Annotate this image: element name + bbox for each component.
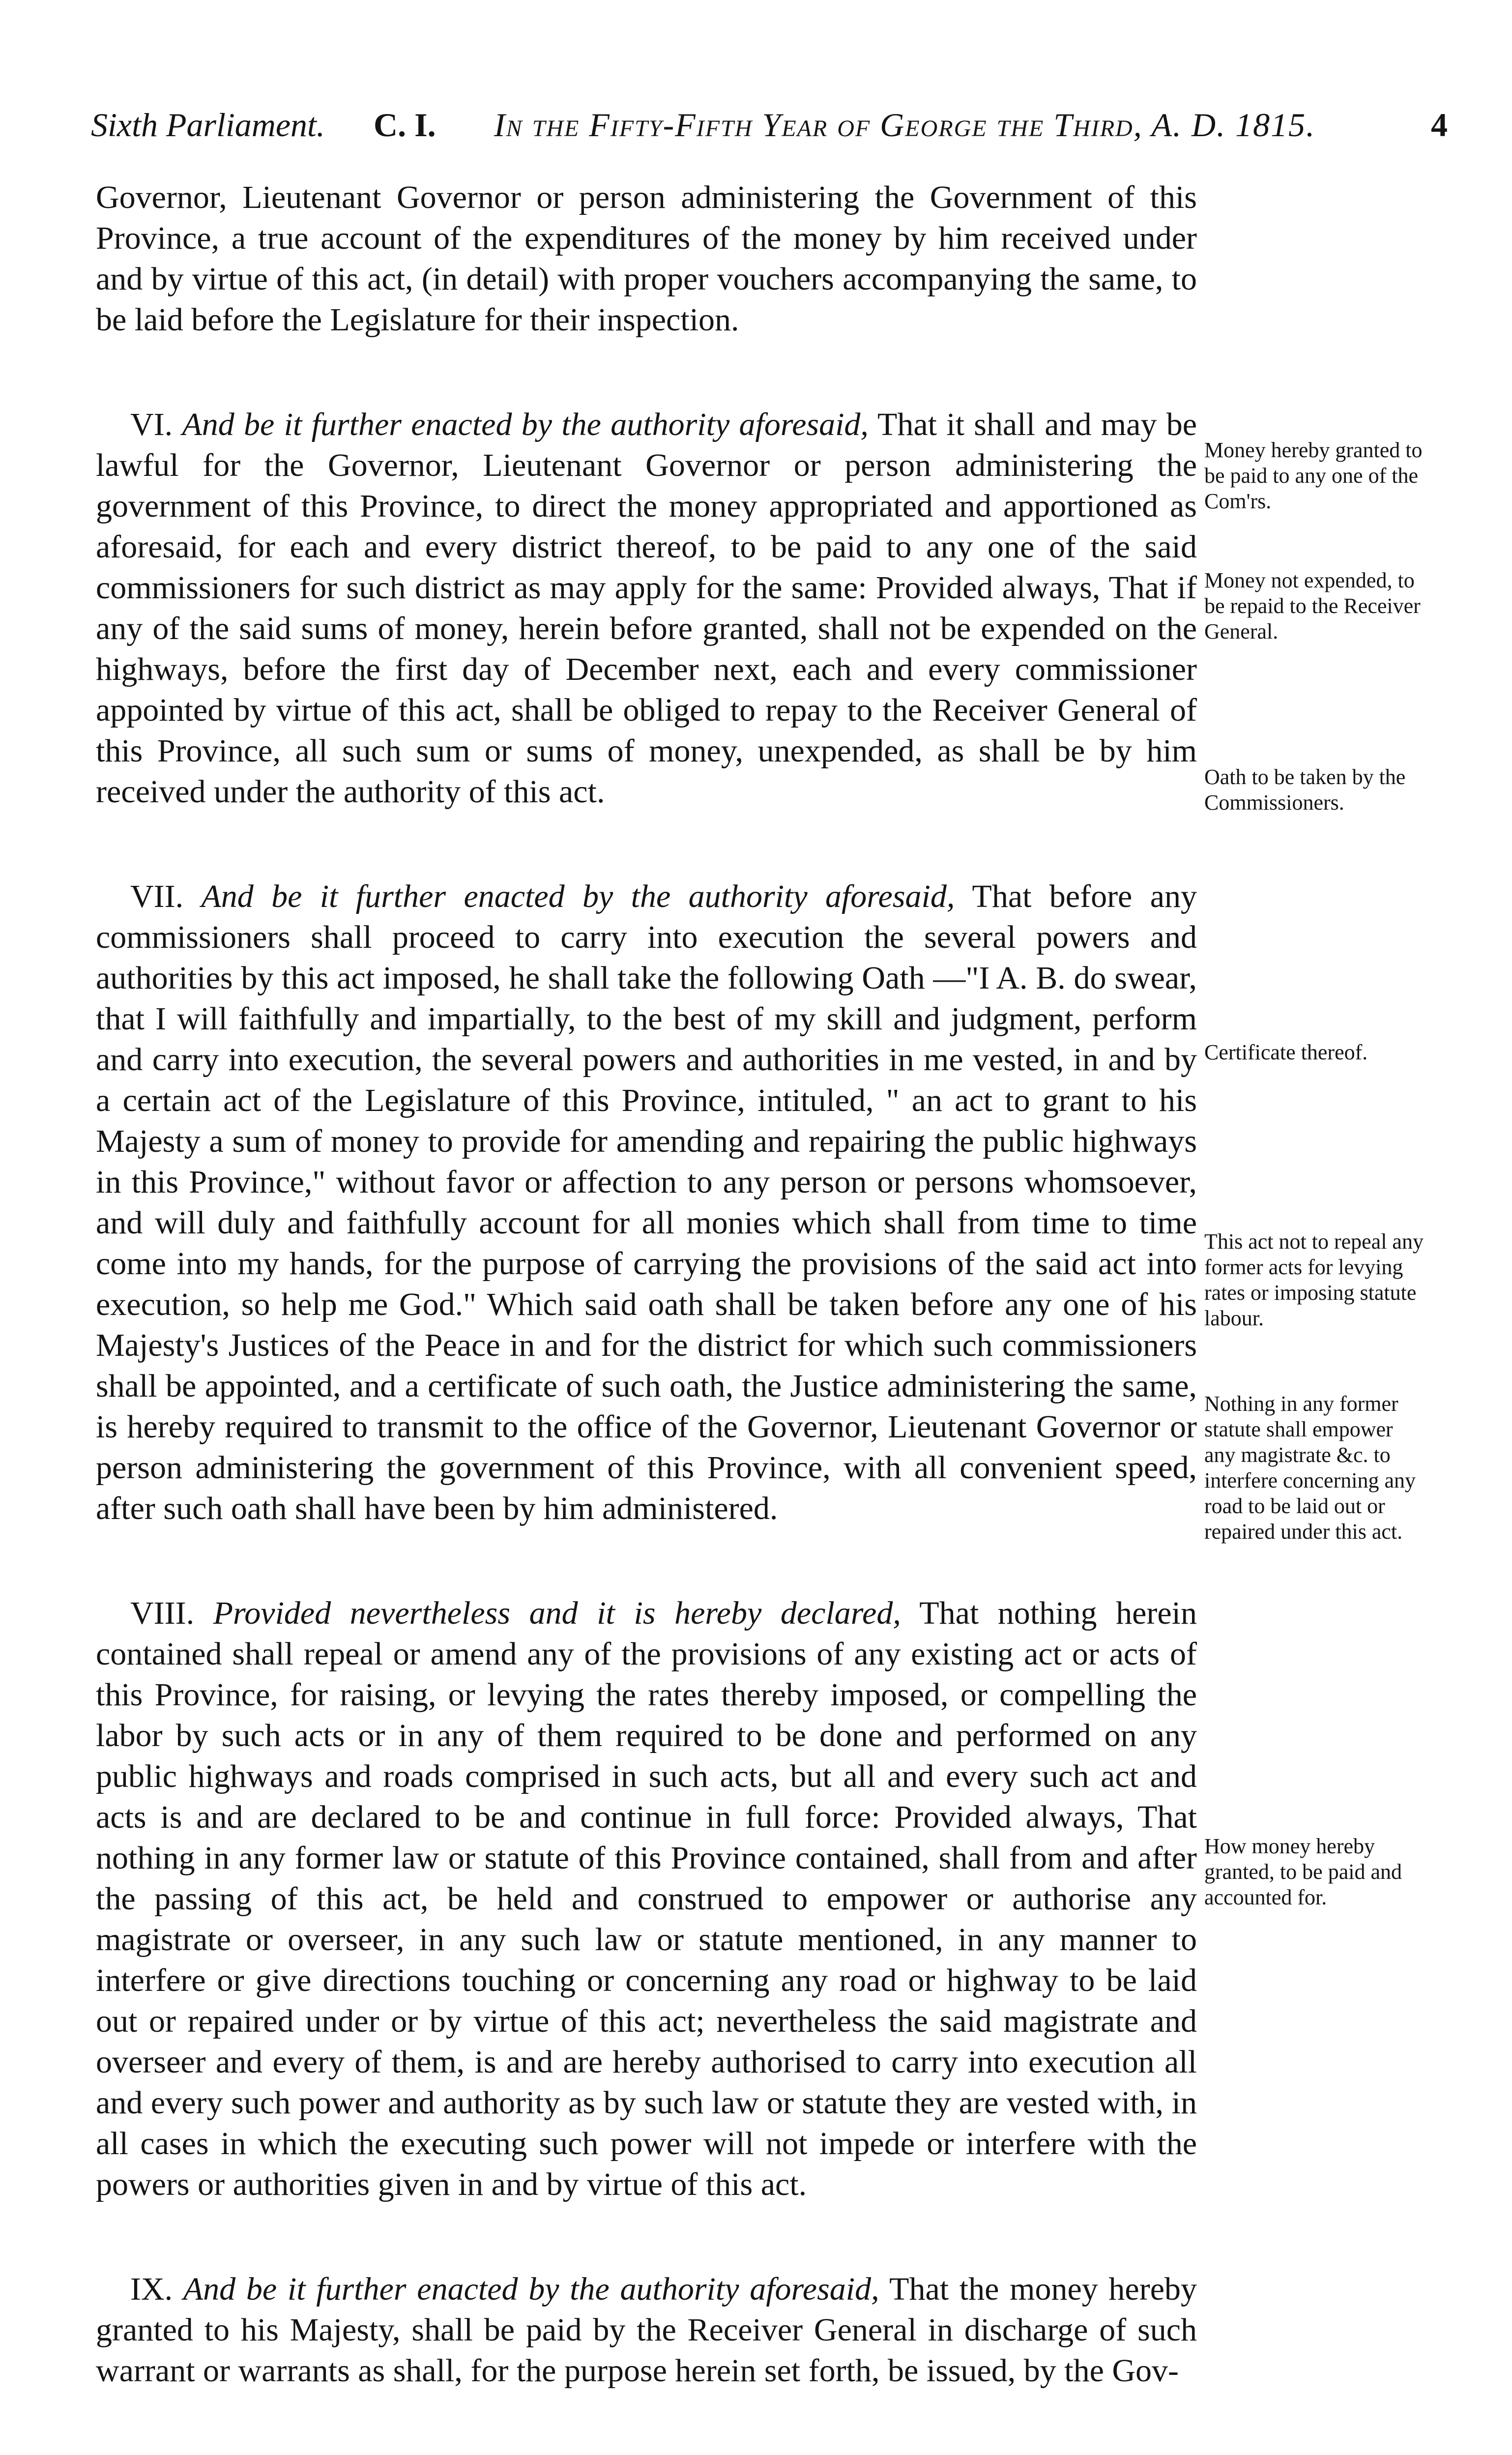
paragraph-text: That it shall and may be lawful for the Governor, Lieutenant Governor or person administering the government of this Province, to direct the money appropriated and apportioned as aforesaid, for each and every district thereof, to be paid to any one of the said commissioners for such district as may apply for the same: Provided always, That if any of the said sums of money, herein before granted, shall not be expended on the highways, before the first day of December next, each and every commissioner appointed by virtue of this act, shall be obliged to repay to the Receiver General of this Province, all such sum or sums of money, unexpended, as shall be by him received under the authority of this act. [96,407,1197,810]
margin-note: Money hereby granted to be paid to any one of the Com'rs. [1204,438,1423,513]
section-viii [96,1593,1197,2205]
margin-note: This act not to repeal any former acts for levying rates or imposing statute labour. [1204,1229,1424,1330]
enacting-clause: And be it further enacted by the authority aforesaid, [182,407,869,442]
margin-note: Oath to be taken by the Commissioners. [1204,765,1406,815]
section-number: VI. [130,407,173,442]
enacting-clause: And be it further enacted by the authority aforesaid, [183,2271,879,2307]
section-vi [96,404,1197,812]
header-chapter: C. I. [374,106,436,144]
page-number: 4 [1431,106,1448,144]
section-ix [96,2269,1197,2391]
paragraph-continued [96,177,1197,340]
enacting-clause: And be it further enacted by the authority aforesaid, [201,878,955,914]
paragraph-text: That nothing herein contained shall repeal or amend any of the provisions of any existing act or acts of this Province, for raising, or levying the rates thereby imposed, or compelling the labor by such acts or in any of them required to be done and performed on any public highways and roads comprised in such acts, but all and every such act and acts is and are declared to be and continue in full force: Provided always, That nothing in any former law or statute of this Province contained, shall from and after the passing of this act, be held and construed to empower or authorise any magistrate or overseer, in any such law or statute mentioned, in any manner to interfere or give directions touching or concerning any road or highway to be laid out or repaired under or by virtue of this act; nevertheless the said magistrate and overseer and every of them, is and are hereby authorised to carry into execution all and every such power and authority as by such law or statute they are vested with, in all cases in which the executing such power will not impede or interfere with the powers or authorities given in and by virtue of this act. [96,1595,1197,2202]
margin-note: How money hereby granted, to be paid and accounted for. [1204,1834,1402,1909]
paragraph-text: That the money hereby granted to his Majesty, shall be paid by the Receiver General in discharge of such warrant or warrants as shall, for the purpose herein set forth, be issued, by the Gov- [96,2271,1197,2389]
running-header [91,106,1448,150]
paragraph-text: Governor, Lieutenant Governor or person administering the Government of this Province, a true account of the expenditures of the money by him received under and by virtue of this act, (in detail) with proper vouchers accompanying the same, to be laid before the Legislature for their inspection. [96,179,1197,338]
enacting-clause: Provided nevertheless and it is hereby declared, [213,1595,901,1631]
section-number: VIII. [130,1595,195,1631]
section-number: IX. [130,2271,173,2307]
section-number: VII. [130,878,184,914]
body-text [96,177,1197,2455]
header-parliament: Sixth Parliament. [91,106,325,144]
margin-note: Certificate thereof. [1204,1040,1368,1064]
margin-note: Nothing in any former statute shall empower any magistrate &c. to interfere concerning any road to be laid out or repaired under this act. [1204,1392,1416,1544]
paragraph-text: That before any commissioners shall proceed to carry into execution the several powers and authorities by this act imposed, he shall take the following Oath —"I A. B. do swear, that I will faithfully and impartially, to the best of my skill and judgment, perform and carry into execution, the several powers and authorities in me vested, in and by a certain act of the Legislature of this Province, intituled, " an act to grant to his Majesty a sum of money to provide for amending and repairing the public highways in this Province," without favor or affection to any person or persons whomsoever, and will duly and faithfully account for all monies which shall from time to time come into my hands, for the purpose of carrying the provisions of the said act into execution, so help me God." Which said oath shall be taken before any one of his Majesty's Justices of the Peace in and for the district for which such commissioners shall be appointed, and a certificate of such oath, the Justice administering the same, is hereby required to transmit to the office of the Governor, Lieutenant Governor or person administering the government of this Province, with all convenient speed, after such oath shall have been by him administered. [96,878,1197,1526]
section-vii [96,876,1197,1529]
margin-note: Money not expended, to be repaid to the Receiver General. [1204,568,1421,643]
header-title: In the Fifty-Fifth Year of George the Third, A. D. 1815. [494,106,1316,144]
